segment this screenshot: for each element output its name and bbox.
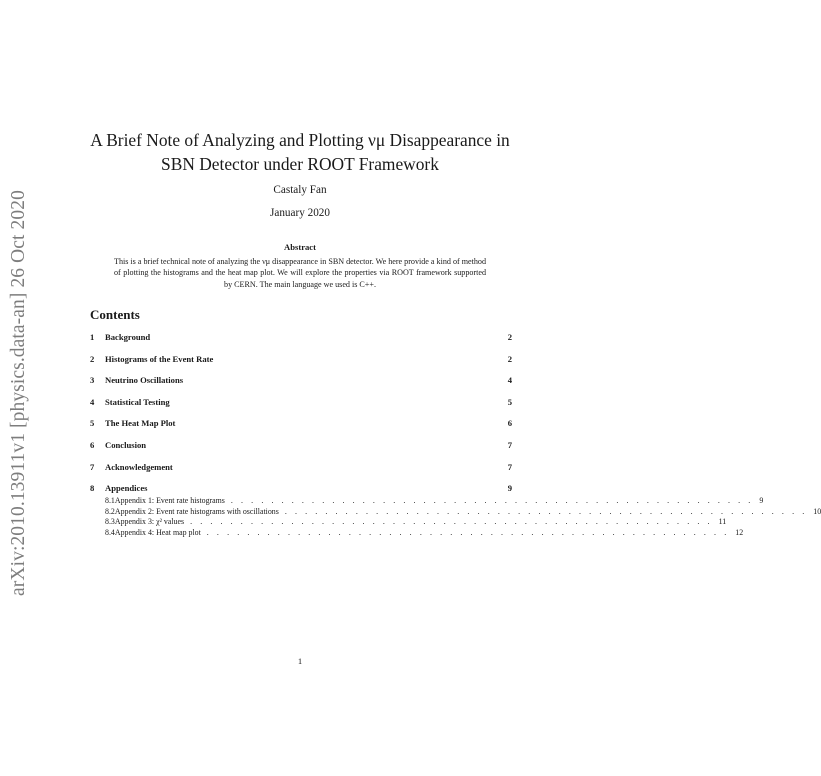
toc-section-number: 5: [90, 418, 95, 429]
toc-subsection-title: Appendix 1: Event rate histograms: [114, 496, 225, 506]
toc-section-title: Acknowledgement: [105, 461, 173, 472]
toc-section-page: 2: [507, 353, 512, 364]
toc-section-page: 7: [507, 461, 512, 472]
toc-subsection-number: 8.2: [105, 506, 115, 516]
toc-subsection-page: 10: [813, 506, 821, 516]
abstract-text: This is a brief technical note of analyzing the νμ disappearance in SBN detector. We here provide a kind of method of plotting the histograms and the heat map plot. We will explore the properties via ROOT framework supported by CERN. The main language we used is C++.: [114, 257, 486, 289]
paper-title-line-1: A Brief Note of Analyzing and Plotting νμ Disappearance in: [90, 130, 510, 150]
toc-subsection-title: Appendix 4: Heat map plot: [114, 527, 201, 537]
toc-section-page: 7: [507, 439, 512, 450]
toc-subsection-page: 9: [759, 496, 764, 506]
toc-section-number: 2: [90, 353, 95, 364]
contents-heading: Contents: [90, 307, 140, 322]
author: Castaly Fan: [273, 184, 327, 196]
toc-section-number: 1: [90, 332, 95, 342]
toc-section-title: Conclusion: [105, 439, 147, 450]
toc-section-page: 2: [507, 332, 512, 342]
toc-section[interactable]: [90, 440, 512, 462]
toc-subsection-number: 8.4: [105, 527, 115, 537]
toc-subsection-number: 8.1: [105, 496, 115, 506]
toc-subsection-page: 12: [735, 527, 744, 537]
toc-leader-dots: . . . . . . . . . . . . . . . . . . . . . . . . . . . . . . . . . . . . . . . . . . . . . . . . . . . .: [190, 517, 713, 527]
toc-section[interactable]: [90, 462, 512, 484]
toc-leader-dots: . . . . . . . . . . . . . . . . . . . . . . . . . . . . . . . . . . . . . . . . . . . . . . . . . . . .: [284, 506, 808, 516]
toc-section-title: Appendices: [105, 483, 148, 494]
toc-section-page: 4: [507, 375, 512, 386]
paper-title: [70, 128, 530, 176]
toc-section-title: The Heat Map Plot: [105, 418, 176, 429]
toc-section[interactable]: [90, 332, 512, 354]
toc-section-title: Neutrino Oscillations: [105, 375, 184, 386]
arxiv-stamp: [4, 185, 34, 600]
toc-section[interactable]: [90, 483, 512, 496]
toc-section-page: 5: [507, 396, 512, 407]
toc-section-number: 8: [90, 483, 95, 494]
toc-section[interactable]: [90, 418, 512, 440]
toc-subsection[interactable]: [90, 496, 764, 507]
toc-subsection[interactable]: [90, 506, 821, 518]
toc-subsection-page: 11: [718, 517, 727, 527]
toc-section-page: 9: [507, 483, 512, 494]
date: January 2020: [270, 207, 330, 219]
abstract-heading: Abstract: [284, 242, 316, 252]
toc-subsection-title: Appendix 2: Event rate histograms with oscillations: [114, 506, 279, 516]
toc-section[interactable]: [90, 397, 512, 419]
toc-section-number: 7: [90, 461, 95, 472]
arxiv-stamp-text: arXiv:2010.13911v1 [physics.data-an] 26 Oct 2020: [8, 189, 30, 596]
toc-section-title: Background: [105, 332, 151, 342]
toc-subsection-number: 8.3: [105, 517, 115, 527]
toc-section-title: Histograms of the Event Rate: [105, 353, 214, 364]
toc-leader-dots: . . . . . . . . . . . . . . . . . . . . . . . . . . . . . . . . . . . . . . . . . . . . . . . . . . . .: [206, 527, 730, 537]
toc-subsection-title: Appendix 3: χ² values: [114, 517, 185, 527]
toc-section[interactable]: [90, 375, 512, 397]
table-of-contents: [90, 332, 821, 539]
toc-section-number: 6: [90, 439, 95, 450]
toc-section-title: Statistical Testing: [105, 396, 170, 407]
toc-subsection[interactable]: [90, 517, 727, 528]
toc-section-number: 4: [90, 396, 95, 407]
toc-section[interactable]: [90, 354, 512, 376]
toc-section-page: 6: [507, 418, 512, 429]
toc-section-number: 3: [90, 375, 95, 386]
toc-leader-dots: . . . . . . . . . . . . . . . . . . . . . . . . . . . . . . . . . . . . . . . . . . . . . . . . . . . .: [230, 496, 754, 506]
page-number: 1: [297, 656, 303, 666]
paper-title-line-2: SBN Detector under ROOT Framework: [161, 154, 439, 174]
toc-subsection[interactable]: [90, 527, 744, 539]
